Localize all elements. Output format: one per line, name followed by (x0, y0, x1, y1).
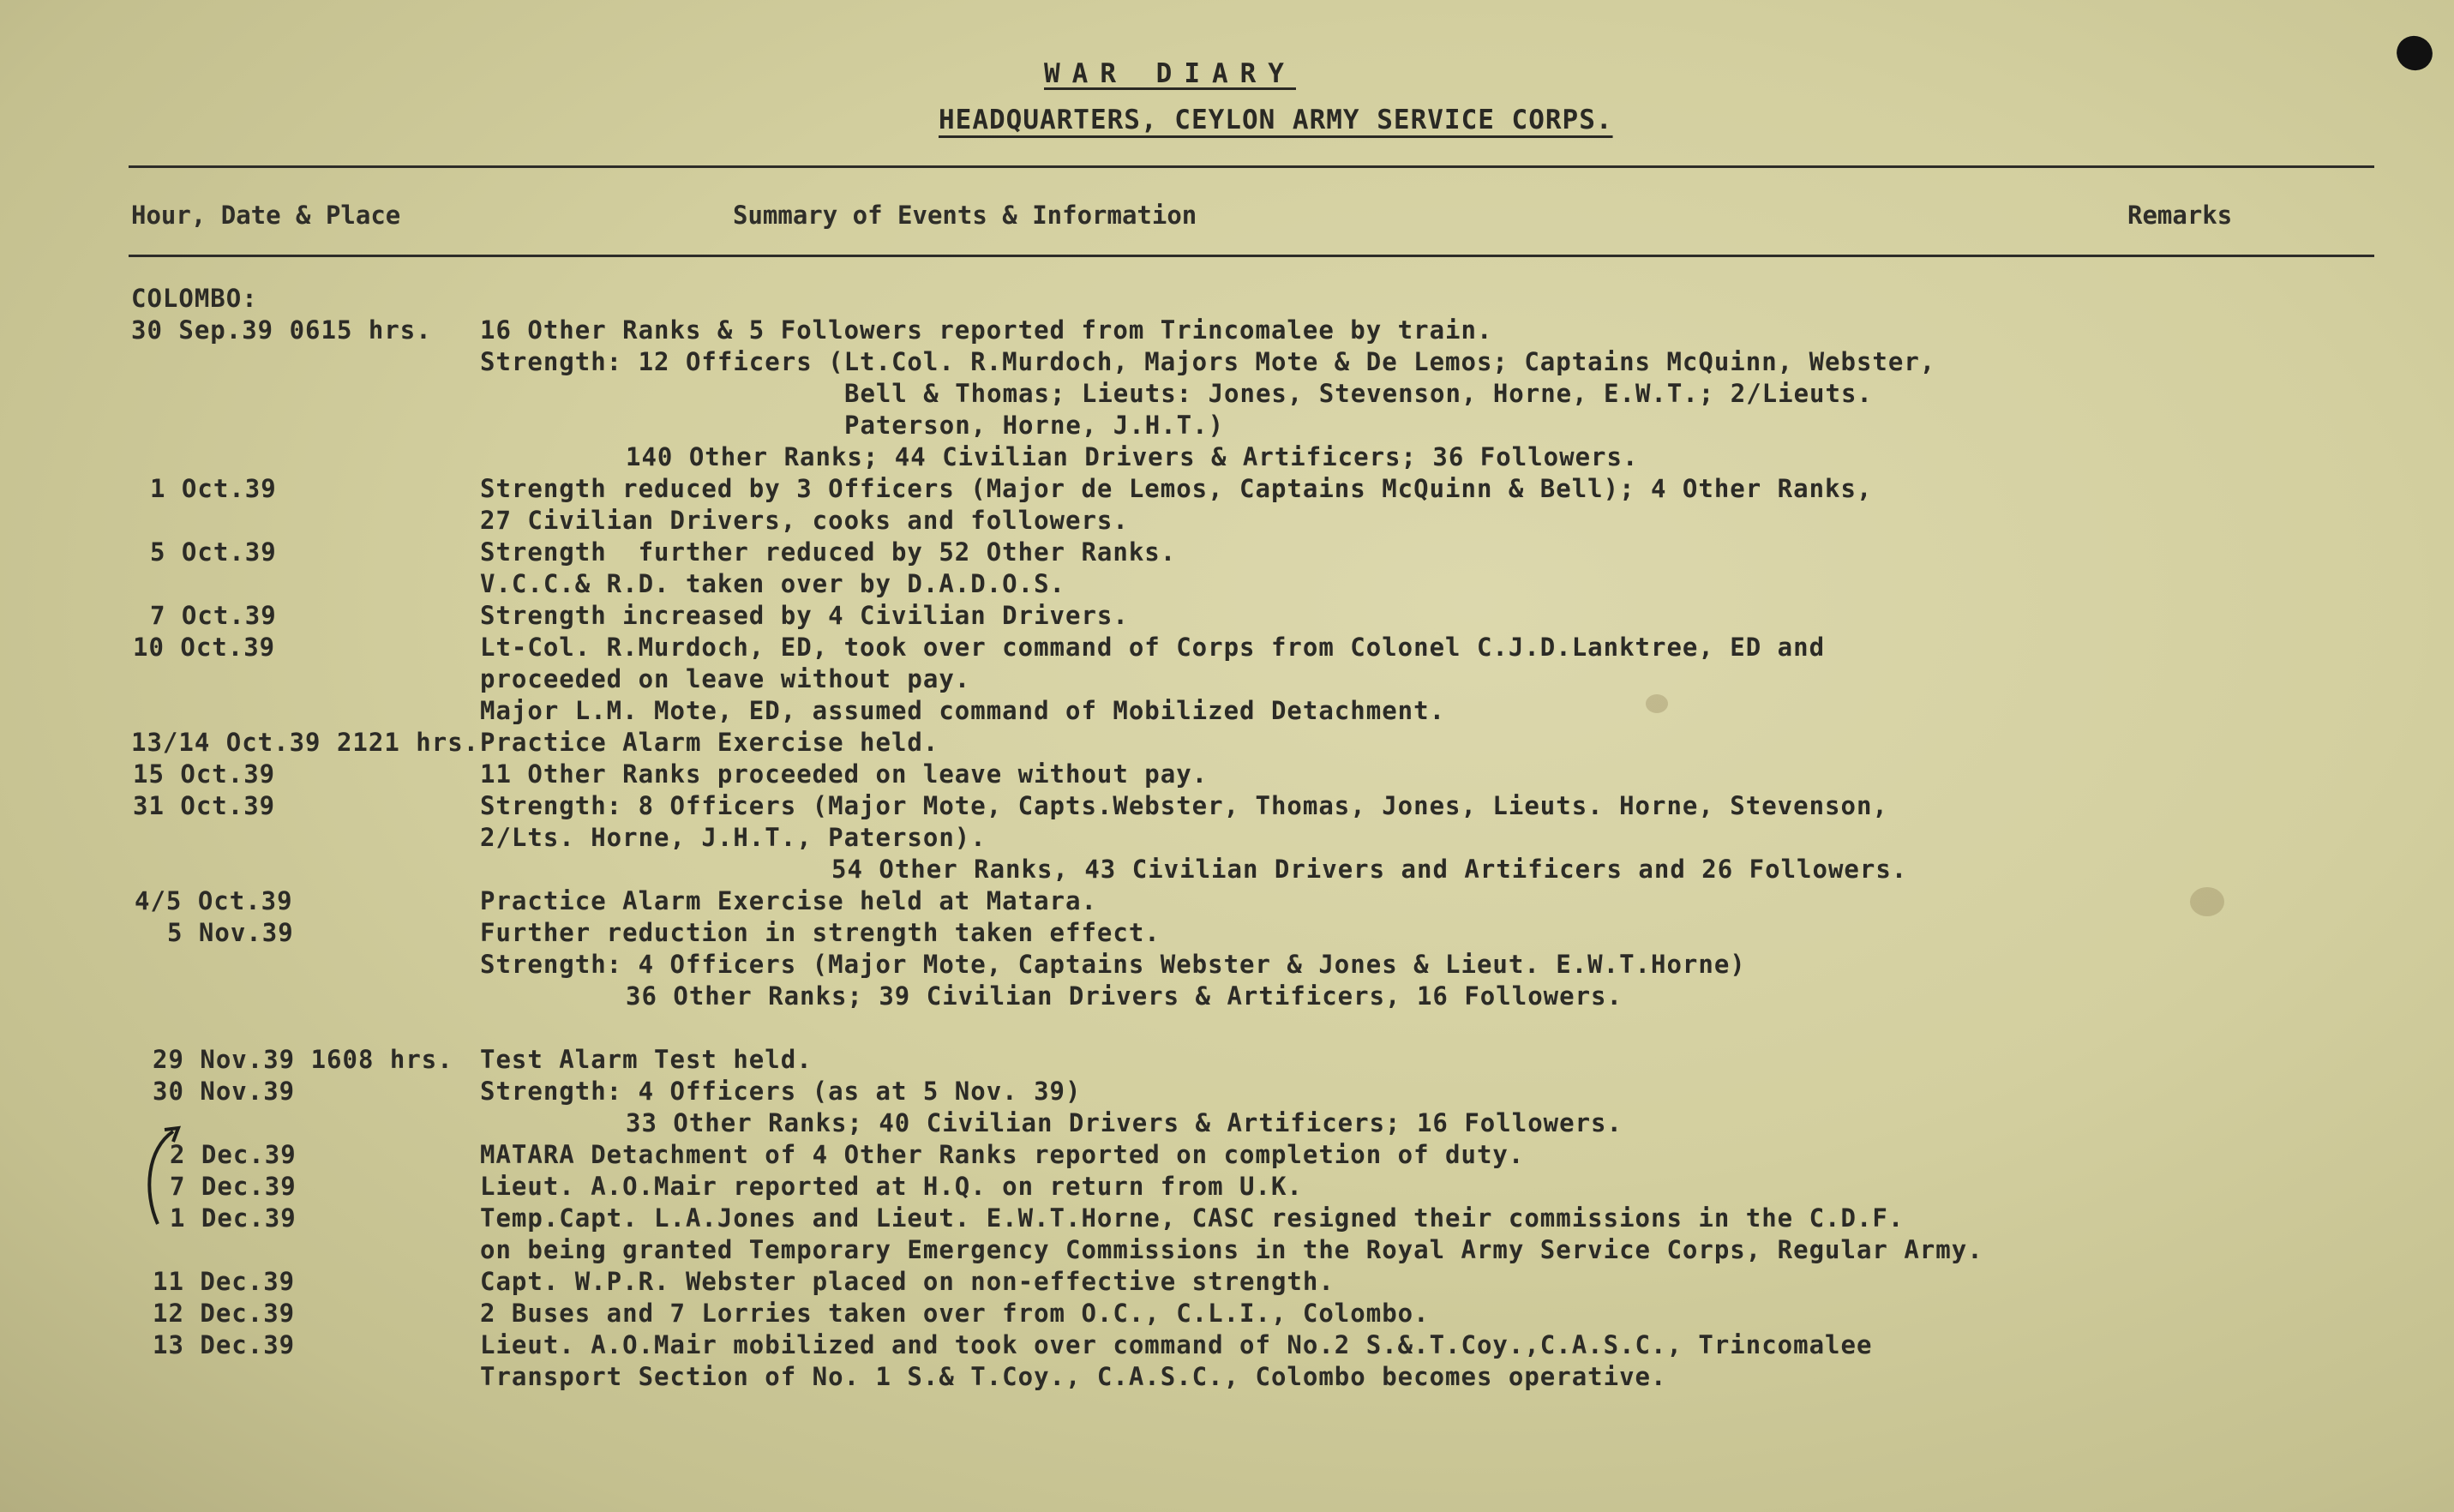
entry-summary-line: 11 Other Ranks proceeded on leave without pay. (480, 759, 1209, 789)
column-header-date: Hour, Date & Place (131, 201, 401, 230)
entry-summary-line: 36 Other Ranks; 39 Civilian Drivers & Artificers, 16 Followers. (626, 981, 1623, 1011)
entry-date: 13 Dec.39 (153, 1330, 296, 1359)
entry-date: 7 Dec.39 (170, 1172, 297, 1201)
entry-date: 15 Oct.39 (133, 759, 276, 789)
entry-summary-line: Strength: 4 Officers (Major Mote, Captains Webster & Jones & Lieut. E.W.T.Horne) (480, 950, 1746, 979)
entry-summary-line: on being granted Temporary Emergency Commissions in the Royal Army Service Corps, Regular Army. (480, 1235, 1983, 1264)
entry-summary-line: V.C.C.& R.D. taken over by D.A.D.O.S. (480, 569, 1066, 598)
punch-hole (2391, 31, 2437, 75)
entry-summary-line: Strength: 12 Officers (Lt.Col. R.Murdoch, Majors Mote & De Lemos; Captains McQuinn, Webster, (480, 347, 1936, 376)
entry-date: 2 Dec.39 (170, 1140, 297, 1169)
entry-date: 11 Dec.39 (153, 1267, 296, 1296)
entry-summary-line: Lieut. A.O.Mair mobilized and took over command of No.2 S.&.T.Coy.,C.A.S.C., Trincomalee (480, 1330, 1873, 1359)
entry-date: 31 Oct.39 (133, 791, 276, 820)
entry-date: 29 Nov.39 1608 hrs. (153, 1045, 453, 1074)
entry-summary-line: 27 Civilian Drivers, cooks and followers. (480, 506, 1129, 535)
place-heading: COLOMBO: (131, 284, 258, 313)
entry-date: 1 Dec.39 (170, 1203, 297, 1233)
entry-summary-line: 2/Lts. Horne, J.H.T., Paterson). (480, 823, 987, 852)
entry-date: 30 Nov.39 (153, 1077, 296, 1106)
entry-summary-line: Capt. W.P.R. Webster placed on non-effective strength. (480, 1267, 1335, 1296)
entry-date: 13/14 Oct.39 2121 hrs. (131, 728, 480, 757)
entry-date: 10 Oct.39 (133, 633, 276, 662)
entry-summary-line: Bell & Thomas; Lieuts: Jones, Stevenson, Horne, E.W.T.; 2/Lieuts. (844, 379, 1873, 408)
entry-summary-line: Further reduction in strength taken effect. (480, 918, 1161, 947)
entry-date: 1 Oct.39 (150, 474, 277, 503)
entry-summary-line: Test Alarm Test held. (480, 1045, 813, 1074)
header-rule (129, 255, 2374, 257)
entry-summary-line: Practice Alarm Exercise held at Matara. (480, 886, 1097, 915)
entry-date: 7 Oct.39 (150, 601, 277, 630)
entry-date: 12 Dec.39 (153, 1299, 296, 1328)
entry-summary-line: 16 Other Ranks & 5 Followers reported from Trincomalee by train. (480, 315, 1493, 345)
unit-heading: HEADQUARTERS, CEYLON ARMY SERVICE CORPS. (939, 105, 1613, 135)
entry-summary-line: Transport Section of No. 1 S.& T.Coy., C.A.S.C., Colombo becomes operative. (480, 1362, 1667, 1391)
entry-date: 5 Oct.39 (150, 537, 277, 567)
entry-date: 5 Nov.39 (167, 918, 294, 947)
entry-summary-line: 2 Buses and 7 Lorries taken over from O.C., C.L.I., Colombo. (480, 1299, 1430, 1328)
entry-summary-line: Practice Alarm Exercise held. (480, 728, 939, 757)
entry-summary-line: proceeded on leave without pay. (480, 664, 971, 693)
entry-summary-line: Paterson, Horne, J.H.T.) (844, 411, 1225, 440)
column-header-summary: Summary of Events & Information (733, 201, 1197, 230)
entry-summary-line: Lieut. A.O.Mair reported at H.Q. on return from U.K. (480, 1172, 1303, 1201)
entry-date: 4/5 Oct.39 (135, 886, 293, 915)
entry-summary-line: 33 Other Ranks; 40 Civilian Drivers & Artificers; 16 Followers. (626, 1108, 1623, 1137)
entry-summary-line: Temp.Capt. L.A.Jones and Lieut. E.W.T.Horne, CASC resigned their commissions in the C.D.F. (480, 1203, 1905, 1233)
entry-summary-line: MATARA Detachment of 4 Other Ranks reported on completion of duty. (480, 1140, 1525, 1169)
entry-summary-line: Strength further reduced by 52 Other Ranks. (480, 537, 1177, 567)
entry-summary-line: Strength increased by 4 Civilian Drivers. (480, 601, 1129, 630)
entry-summary-line: Strength: 4 Officers (as at 5 Nov. 39) (480, 1077, 1082, 1106)
entry-summary-line: 140 Other Ranks; 44 Civilian Drivers & Artificers; 36 Followers. (626, 442, 1639, 471)
entry-summary-line: Major L.M. Mote, ED, assumed command of Mobilized Detachment. (480, 696, 1446, 725)
entry-date: 30 Sep.39 0615 hrs. (131, 315, 432, 345)
entry-summary-line: 54 Other Ranks, 43 Civilian Drivers and Artificers and 26 Followers. (831, 855, 1908, 884)
entry-summary-line: Strength reduced by 3 Officers (Major de Lemos, Captains McQuinn & Bell); 4 Other Ranks, (480, 474, 1873, 503)
entry-summary-line: Lt-Col. R.Murdoch, ED, took over command of Corps from Colonel C.J.D.Lanktree, ED and (480, 633, 1826, 662)
entry-summary-line: Strength: 8 Officers (Major Mote, Capts.Webster, Thomas, Jones, Lieuts. Horne, Stevenson, (480, 791, 1888, 820)
diary-title: WAR DIARY (1044, 58, 1296, 89)
top-rule (129, 165, 2374, 168)
column-header-remarks: Remarks (2127, 201, 2233, 230)
diary-entries (0, 283, 2454, 1397)
